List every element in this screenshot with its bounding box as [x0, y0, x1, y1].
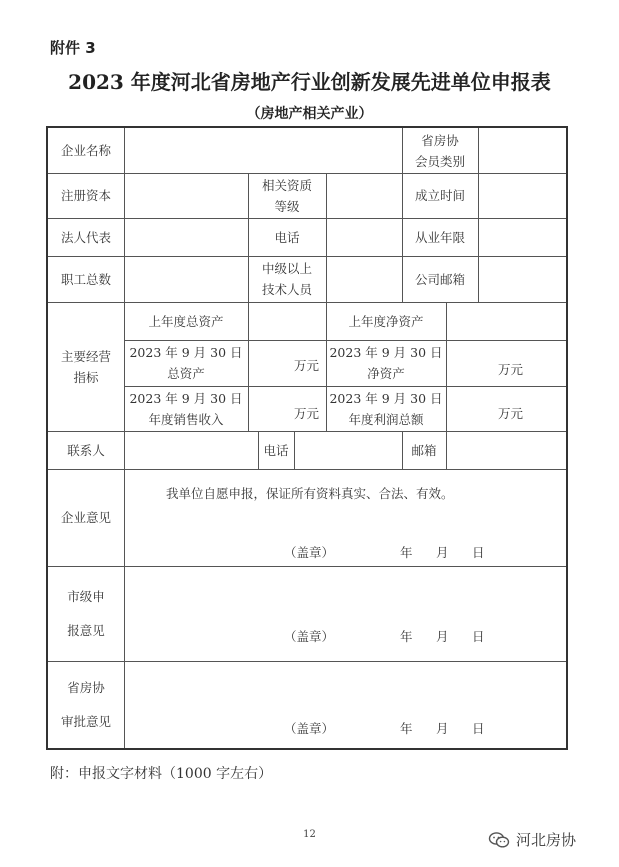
city-date-day: 日 — [472, 629, 485, 644]
label-province-opinion-line1: 省房协 — [67, 679, 105, 695]
watermark-text: 河北房协 — [516, 831, 577, 849]
city-seal: （盖章） — [284, 629, 335, 644]
company-date-month: 月 — [436, 545, 449, 560]
label-main-indicators-line2: 指标 — [73, 369, 99, 385]
label-last-year-total-assets: 上年度总资产 — [148, 313, 224, 329]
label-contact-person: 联系人 — [67, 442, 105, 458]
label-qualification-line1: 相关资质 — [261, 177, 312, 193]
attachment-label: 附件 3 — [50, 39, 96, 57]
watermark — [488, 829, 576, 850]
label-total-assets-sep30 — [124, 340, 248, 386]
application-form-table — [46, 126, 568, 750]
province-seal: （盖章） — [284, 721, 335, 736]
label-total-assets-sep30-line1: 2023 年 9 月 30 日 — [129, 345, 243, 360]
label-profit-line2: 年度利润总额 — [348, 411, 424, 427]
label-company-opinion: 企业意见 — [60, 510, 111, 525]
unit-total-assets: 万元 — [294, 358, 320, 373]
label-total-employees: 职工总数 — [60, 271, 111, 287]
province-date-day: 日 — [472, 721, 485, 736]
unit-sales-income: 万元 — [294, 406, 320, 421]
label-sales-income-sep30 — [124, 386, 248, 431]
city-date-month: 月 — [436, 629, 449, 644]
label-registered-capital: 注册资本 — [60, 188, 111, 203]
label-main-indicators-line1: 主要经营 — [60, 348, 111, 364]
label-established-time: 成立时间 — [414, 188, 465, 203]
label-city-opinion — [48, 566, 124, 661]
province-date-year: 年 — [400, 721, 413, 736]
page-number: 12 — [303, 829, 316, 840]
label-sales-income-line2: 年度销售收入 — [148, 411, 224, 427]
footnote: 附：申报文字材料（1000 字左右） — [50, 766, 273, 782]
company-seal: （盖章） — [284, 545, 335, 560]
label-province-opinion-line2: 审批意见 — [60, 713, 111, 729]
label-sales-income-line1: 2023 年 9 月 30 日 — [129, 390, 243, 406]
page-subtitle: （房地产相关产业） — [246, 106, 373, 122]
label-net-assets-sep30-line1: 2023 年 9 月 30 日 — [329, 345, 443, 360]
label-contact-email: 邮箱 — [411, 442, 437, 458]
label-legal-representative: 法人代表 — [60, 229, 111, 245]
label-qualification-grade — [248, 173, 326, 218]
label-profit-sep30 — [326, 386, 446, 431]
label-city-opinion-line2: 报意见 — [67, 622, 105, 638]
province-date-month: 月 — [436, 721, 449, 736]
label-total-assets-sep30-line2: 总资产 — [167, 366, 205, 381]
wechat-icon — [488, 831, 510, 849]
label-tech-staff-line2: 技术人员 — [261, 282, 312, 297]
label-mid-senior-tech-staff — [248, 256, 326, 302]
page-title: 2023 年度河北省房地产行业创新发展先进单位申报表 — [68, 70, 551, 94]
label-tech-staff-line1: 中级以上 — [261, 261, 312, 276]
label-city-opinion-line1: 市级申 — [67, 588, 105, 604]
label-net-assets-sep30 — [326, 340, 446, 386]
unit-net-assets: 万元 — [498, 362, 524, 377]
label-company-name: 企业名称 — [60, 143, 111, 158]
label-company-email: 公司邮箱 — [414, 271, 465, 287]
label-member-category — [402, 128, 478, 173]
label-member-category-line1: 省房协 — [421, 132, 459, 148]
label-net-assets-sep30-line2: 净资产 — [367, 366, 405, 381]
city-date-year: 年 — [400, 629, 413, 644]
label-member-category-line2: 会员类别 — [414, 153, 465, 169]
label-province-opinion — [48, 661, 124, 748]
label-main-indicators — [48, 302, 124, 431]
label-contact-phone: 电话 — [263, 442, 289, 458]
label-years-in-business: 从业年限 — [414, 229, 465, 245]
unit-profit: 万元 — [498, 406, 524, 421]
label-phone: 电话 — [274, 229, 300, 245]
label-profit-line1: 2023 年 9 月 30 日 — [329, 390, 443, 406]
label-qualification-line2: 等级 — [274, 198, 300, 214]
company-date-day: 日 — [472, 545, 485, 560]
label-last-year-net-assets: 上年度净资产 — [348, 313, 424, 329]
company-date-year: 年 — [400, 545, 413, 560]
declaration-text: 我单位自愿申报，保证所有资料真实、合法、有效。 — [166, 486, 454, 501]
